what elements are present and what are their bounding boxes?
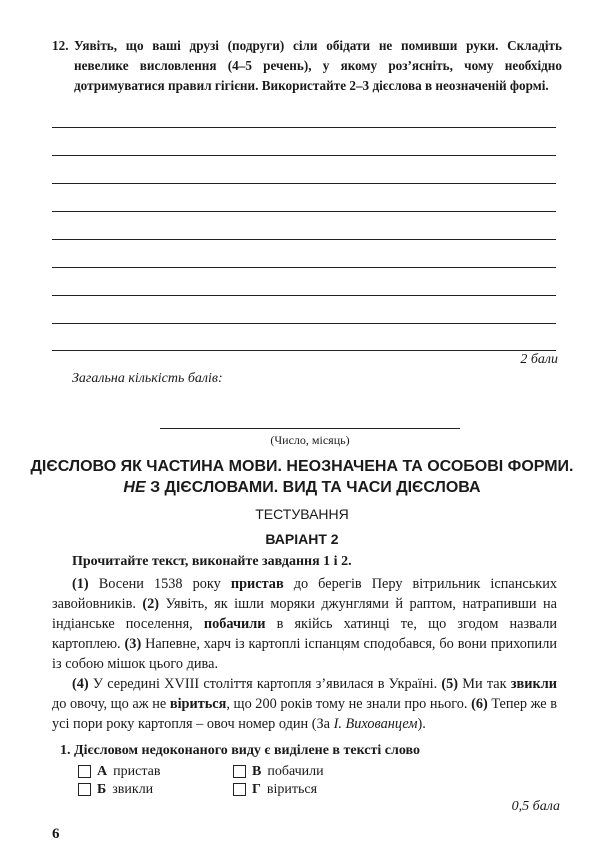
text-segment: віриться <box>169 696 227 712</box>
text-segment: в якійсь хатинці те, що згодом назвали картоплею. <box>52 616 557 652</box>
text-segment: (6) <box>471 696 488 712</box>
text-segment: (3) <box>124 636 142 652</box>
option-b[interactable] <box>78 781 233 798</box>
answer-line[interactable] <box>52 127 556 128</box>
title-part: НЕ <box>123 479 146 496</box>
answer-line[interactable] <box>52 323 556 324</box>
text-segment: звикли <box>112 782 154 797</box>
text-segment: Напевне, харч із картоплі іспанцям сподобався, бо вони прихопили із собою мішок цього дива. <box>52 636 557 672</box>
instruction: Прочитайте текст, виконайте завдання 1 і 2. <box>72 554 352 569</box>
answer-line[interactable] <box>52 295 556 296</box>
text-segment: побачили <box>267 764 324 779</box>
text-segment: пристав <box>230 576 284 592</box>
text-segment: ). <box>417 716 426 732</box>
text-segment: , що 200 років тому не знали про нього. <box>226 696 472 712</box>
paragraph <box>52 574 557 674</box>
page-number: 6 <box>52 826 60 842</box>
text-segment: Восени 1538 року <box>88 576 231 592</box>
answer-line[interactable] <box>52 155 556 156</box>
task-points: 2 бали <box>520 352 558 367</box>
answer-options <box>78 763 574 798</box>
task-12 <box>52 36 562 96</box>
text-segment: Ми так <box>458 676 511 692</box>
title-part: ДІЄСЛОВО ЯК ЧАСТИНА МОВИ. НЕОЗНАЧЕНА ТА ОСОБОВІ ФОРМИ. <box>30 458 574 475</box>
answer-line[interactable] <box>52 350 556 351</box>
checkbox[interactable] <box>233 783 246 796</box>
answer-line[interactable] <box>52 183 556 184</box>
answer-line[interactable] <box>52 267 556 268</box>
question-points: 0,5 бала <box>511 799 560 814</box>
testing-heading: ТЕСТУВАННЯ <box>255 506 349 522</box>
text-segment: (4) <box>72 676 89 692</box>
text-segment: Уявіть, як ішли моряки джунглями й раптом, натрапивши на індіанське поселення, <box>52 596 557 632</box>
title-part: З ДІЄСЛОВАМИ. ВИД ТА ЧАСИ ДІЄСЛОВА <box>145 479 481 496</box>
checkbox[interactable] <box>233 765 246 778</box>
text-segment: У середині XVIII століття картопля з’явилася в Україні. <box>88 676 442 692</box>
date-line[interactable] <box>160 428 460 429</box>
total-score-label: Загальна кількість балів: <box>72 371 223 386</box>
option-g[interactable] <box>233 781 388 798</box>
text-segment: Б <box>97 782 107 797</box>
task-text: Уявіть, що ваші друзі (подруги) сіли обідати не помивши руки. Складіть невелике висловлення (4–5 речень), у якому роз’ясніть, чому необхідно дотримуватися правил гігієни. Використайте 2–3 дієслова в неозначеній формі. <box>74 38 562 93</box>
text-segment: до овочу, що аж не <box>52 696 170 712</box>
text-segment: віриться <box>266 782 318 797</box>
text-segment: побачили <box>203 616 266 632</box>
reading-text <box>52 574 557 734</box>
answer-line[interactable] <box>52 211 556 212</box>
text-segment: Тепер же в усі пори року картопля – овоч номер один (За <box>52 696 557 732</box>
text-segment: В <box>252 764 262 779</box>
text-segment: до берегів Перу вітрильник іспанських завойовників. <box>52 576 557 612</box>
question-1: 1. Дієсловом недоконаного виду є виділене в тексті слово <box>60 743 420 758</box>
task-number: 12. <box>52 38 69 53</box>
checkbox[interactable] <box>78 765 91 778</box>
text-segment: звикли <box>510 676 557 692</box>
option-v[interactable] <box>233 763 388 780</box>
section-title <box>30 456 574 498</box>
text-segment: (5) <box>441 676 459 692</box>
text-segment: Г <box>252 782 261 797</box>
date-caption: (Число, місяць) <box>270 433 350 447</box>
text-segment: (2) <box>142 596 160 612</box>
text-segment: А <box>97 764 108 779</box>
option-a[interactable] <box>78 763 233 780</box>
answer-line[interactable] <box>52 239 556 240</box>
variant-heading: ВАРІАНТ 2 <box>265 531 339 547</box>
text-segment: пристав <box>113 764 161 779</box>
checkbox[interactable] <box>78 783 91 796</box>
text-segment: (1) <box>72 576 89 592</box>
paragraph <box>52 674 557 734</box>
text-segment: І. Вихованцем <box>333 716 418 732</box>
test-section <box>30 456 574 815</box>
